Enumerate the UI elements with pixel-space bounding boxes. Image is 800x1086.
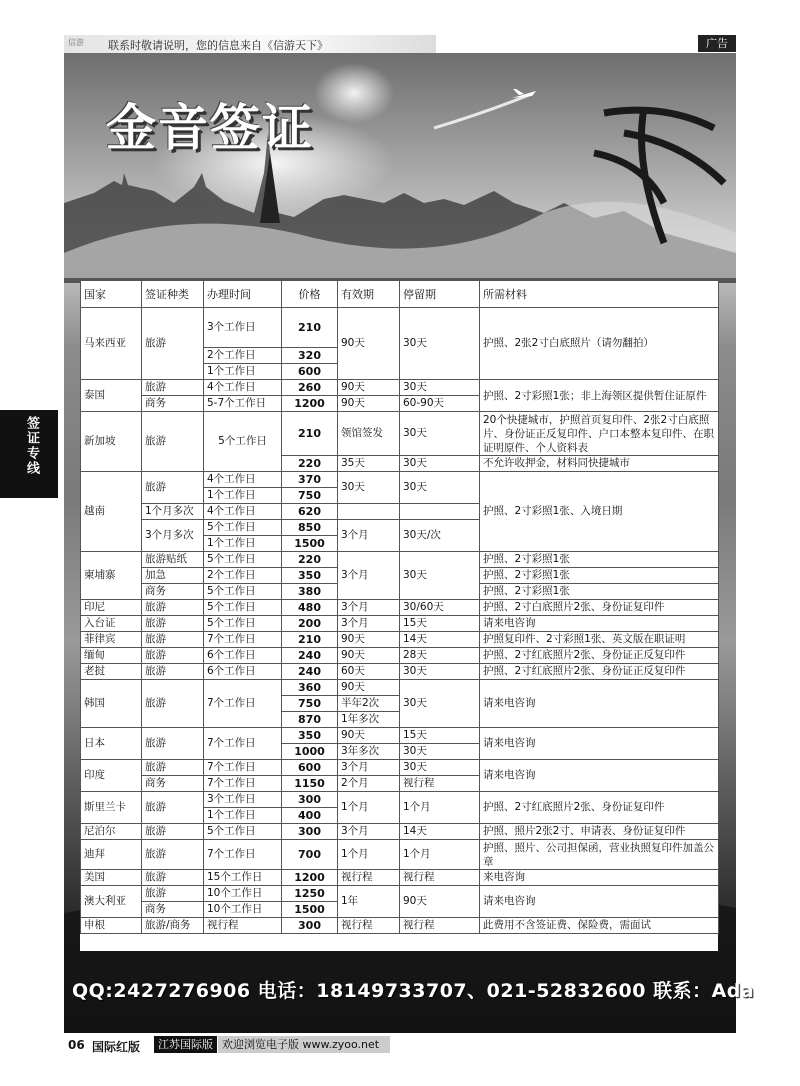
- price-cell: 850: [282, 520, 338, 536]
- materials-cell: 护照、2寸彩照1张: [480, 568, 719, 584]
- time-cell: 5个工作日: [204, 584, 282, 600]
- stay-cell: 30天: [400, 308, 480, 380]
- materials-cell: 护照、照片2张2寸、申请表、身份证复印件: [480, 824, 719, 840]
- validity-cell: 3个月: [338, 520, 400, 552]
- time-cell: 5个工作日: [204, 412, 282, 472]
- side-tab-label: 签证专线: [24, 416, 39, 476]
- visa-type-cell: 旅游: [142, 600, 204, 616]
- price-cell: 300: [282, 792, 338, 808]
- time-cell: 7个工作日: [204, 680, 282, 728]
- visa-type-cell: 旅游: [142, 840, 204, 870]
- materials-cell: 护照、2寸红底照片2张、身份证正反复印件: [480, 664, 719, 680]
- validity-cell: 30天: [338, 472, 400, 504]
- visa-type-cell: 商务: [142, 902, 204, 918]
- validity-cell: 35天: [338, 456, 400, 472]
- materials-cell: 来电咨询: [480, 870, 719, 886]
- header-materials: 所需材料: [480, 281, 719, 308]
- header-visa-type: 签证种类: [142, 281, 204, 308]
- time-cell: 2个工作日: [204, 348, 282, 364]
- time-cell: 4个工作日: [204, 472, 282, 488]
- stay-cell: 视行程: [400, 776, 480, 792]
- materials-cell: 护照、2张2寸白底照片（请勿翻拍）: [480, 308, 719, 380]
- validity-cell: 90天: [338, 308, 400, 380]
- time-cell: 10个工作日: [204, 886, 282, 902]
- materials-cell: 请来电咨询: [480, 728, 719, 760]
- materials-cell: 护照、2寸红底照片2张、身份证正反复印件: [480, 648, 719, 664]
- table-row: [81, 680, 719, 696]
- validity-cell: 90天: [338, 680, 400, 696]
- country-cell: 印度: [81, 760, 142, 792]
- price-cell: 620: [282, 504, 338, 520]
- price-cell: 210: [282, 412, 338, 456]
- visa-type-cell: 旅游: [142, 680, 204, 728]
- price-cell: 360: [282, 680, 338, 696]
- stay-cell: 30/60天: [400, 600, 480, 616]
- time-cell: 4个工作日: [204, 380, 282, 396]
- header-price: 价格: [282, 281, 338, 308]
- time-cell: 3个工作日: [204, 792, 282, 808]
- stay-cell: [400, 504, 480, 520]
- price-cell: 380: [282, 584, 338, 600]
- price-cell: 600: [282, 760, 338, 776]
- time-cell: 3个工作日: [204, 308, 282, 348]
- region-badge: 江苏国际版: [154, 1036, 217, 1053]
- time-cell: 7个工作日: [204, 728, 282, 760]
- validity-cell: 90天: [338, 648, 400, 664]
- table-row: [81, 308, 719, 348]
- stay-cell: 15天: [400, 728, 480, 744]
- price-cell: 750: [282, 696, 338, 712]
- materials-cell: 护照、2寸彩照1张: [480, 552, 719, 568]
- materials-cell: 请来电咨询: [480, 616, 719, 632]
- time-cell: 2个工作日: [204, 568, 282, 584]
- table-row: [81, 664, 719, 680]
- materials-cell: 此费用不含签证费、保险费，需面试: [480, 918, 719, 934]
- materials-cell: 请来电咨询: [480, 760, 719, 792]
- sparkle-small: [314, 63, 394, 123]
- price-cell: 480: [282, 600, 338, 616]
- materials-cell: 不允许收押金，材料同快捷城市: [480, 456, 719, 472]
- price-cell: 350: [282, 568, 338, 584]
- time-cell: 15个工作日: [204, 870, 282, 886]
- price-cell: 1200: [282, 870, 338, 886]
- country-cell: 柬埔寨: [81, 552, 142, 600]
- stay-cell: 14天: [400, 824, 480, 840]
- stay-cell: 1个月: [400, 792, 480, 824]
- materials-cell: 护照、照片、公司担保函，营业执照复印件加盖公章: [480, 840, 719, 870]
- table-header-row: [81, 281, 719, 308]
- validity-cell: 90天: [338, 380, 400, 396]
- table-row: [81, 824, 719, 840]
- visa-type-cell: 旅游: [142, 648, 204, 664]
- materials-cell: 护照复印件、2寸彩照1张、英文版在职证明: [480, 632, 719, 648]
- stay-cell: 视行程: [400, 918, 480, 934]
- country-cell: 缅甸: [81, 648, 142, 664]
- visa-table: [80, 280, 719, 934]
- materials-cell: 护照、2寸彩照1张: [480, 584, 719, 600]
- materials-cell: 护照、2寸彩照1张；非上海领区提供暂住证原件: [480, 380, 719, 412]
- price-cell: 200: [282, 616, 338, 632]
- price-cell: 350: [282, 728, 338, 744]
- price-cell: 220: [282, 552, 338, 568]
- validity-cell: 3个月: [338, 552, 400, 600]
- table-row: [81, 600, 719, 616]
- table-row: [81, 412, 719, 456]
- table-row: [81, 380, 719, 396]
- validity-cell: 3个月: [338, 600, 400, 616]
- table-row: [81, 648, 719, 664]
- price-cell: 870: [282, 712, 338, 728]
- visa-type-cell: 旅游: [142, 412, 204, 472]
- materials-cell: 护照、2寸白底照片2张、身份证复印件: [480, 600, 719, 616]
- price-cell: 240: [282, 648, 338, 664]
- price-cell: 370: [282, 472, 338, 488]
- stay-cell: 28天: [400, 648, 480, 664]
- stay-cell: 14天: [400, 632, 480, 648]
- visa-type-cell: 旅游: [142, 308, 204, 380]
- validity-cell: 半年2次: [338, 696, 400, 712]
- price-cell: 750: [282, 488, 338, 504]
- stay-cell: 30天: [400, 664, 480, 680]
- table-row: [81, 616, 719, 632]
- table-row: [81, 728, 719, 744]
- stay-cell: 90天: [400, 886, 480, 918]
- visa-type-cell: 旅游: [142, 886, 204, 902]
- visa-type-cell: 旅游: [142, 472, 204, 504]
- price-cell: 700: [282, 840, 338, 870]
- validity-cell: 1个月: [338, 840, 400, 870]
- table-row: [81, 632, 719, 648]
- validity-cell: 2个月: [338, 776, 400, 792]
- page-number: 06: [68, 1038, 85, 1052]
- price-cell: 320: [282, 348, 338, 364]
- materials-cell: 护照、2寸彩照1张、入境日期: [480, 472, 719, 552]
- visa-type-cell: 商务: [142, 776, 204, 792]
- time-cell: 10个工作日: [204, 902, 282, 918]
- stay-cell: 30天: [400, 760, 480, 776]
- validity-cell: 1年多次: [338, 712, 400, 728]
- browse-link[interactable]: 欢迎浏览电子版 www.zyoo.net: [218, 1036, 390, 1053]
- airplane-icon: [512, 89, 536, 98]
- time-cell: 5-7个工作日: [204, 396, 282, 412]
- validity-cell: 1个月: [338, 792, 400, 824]
- banner-title: 金音签证: [106, 99, 314, 157]
- table-row: [81, 840, 719, 870]
- price-cell: 1250: [282, 886, 338, 902]
- visa-type-cell: 旅游: [142, 728, 204, 760]
- country-cell: 印尼: [81, 600, 142, 616]
- time-cell: 6个工作日: [204, 648, 282, 664]
- visa-type-cell: 加急: [142, 568, 204, 584]
- validity-cell: 3个月: [338, 616, 400, 632]
- validity-cell: 90天: [338, 728, 400, 744]
- validity-cell: 90天: [338, 396, 400, 412]
- time-cell: 1个工作日: [204, 808, 282, 824]
- country-cell: 越南: [81, 472, 142, 552]
- country-cell: 新加坡: [81, 412, 142, 472]
- materials-cell: 请来电咨询: [480, 886, 719, 918]
- country-cell: 韩国: [81, 680, 142, 728]
- materials-cell: 20个快捷城市，护照首页复印件、2张2寸白底照片、身份证正反复印件、户口本整本复印件、在职证明原件、个人资料表: [480, 412, 719, 456]
- country-cell: 老挝: [81, 664, 142, 680]
- price-cell: 1200: [282, 396, 338, 412]
- country-cell: 迪拜: [81, 840, 142, 870]
- time-cell: 5个工作日: [204, 552, 282, 568]
- time-cell: 7个工作日: [204, 776, 282, 792]
- time-cell: 5个工作日: [204, 600, 282, 616]
- country-cell: 日本: [81, 728, 142, 760]
- header-processing-time: 办理时间: [204, 281, 282, 308]
- table-row: [81, 918, 719, 934]
- price-cell: 220: [282, 456, 338, 472]
- visa-type-cell: 旅游贴纸: [142, 552, 204, 568]
- validity-cell: 60天: [338, 664, 400, 680]
- materials-cell: 护照、2寸红底照片2张、身份证复印件: [480, 792, 719, 824]
- stay-cell: 1个月: [400, 840, 480, 870]
- visa-type-cell: 旅游: [142, 616, 204, 632]
- stay-cell: 30天: [400, 472, 480, 504]
- stay-cell: 视行程: [400, 870, 480, 886]
- plane-trail: [434, 95, 529, 128]
- validity-cell: 视行程: [338, 870, 400, 886]
- country-cell: 申根: [81, 918, 142, 934]
- materials-cell: 请来电咨询: [480, 680, 719, 728]
- header-logo: 信游: [68, 38, 84, 47]
- time-cell: 6个工作日: [204, 664, 282, 680]
- visa-type-cell: 旅游: [142, 792, 204, 824]
- validity-cell: 3年多次: [338, 744, 400, 760]
- table-row: [81, 552, 719, 568]
- time-cell: 视行程: [204, 918, 282, 934]
- visa-type-cell: 商务: [142, 584, 204, 600]
- stay-cell: 30天: [400, 552, 480, 600]
- ad-tag: 广告: [698, 35, 736, 52]
- price-cell: 300: [282, 824, 338, 840]
- validity-cell: 3个月: [338, 824, 400, 840]
- time-cell: 1个工作日: [204, 364, 282, 380]
- validity-cell: 3个月: [338, 760, 400, 776]
- validity-cell: 视行程: [338, 918, 400, 934]
- price-cell: 210: [282, 632, 338, 648]
- time-cell: 5个工作日: [204, 824, 282, 840]
- price-cell: 1150: [282, 776, 338, 792]
- country-cell: 澳大利亚: [81, 886, 142, 918]
- price-cell: 240: [282, 664, 338, 680]
- stay-cell: 30天/次: [400, 520, 480, 552]
- country-cell: 斯里兰卡: [81, 792, 142, 824]
- stay-cell: 30天: [400, 380, 480, 396]
- table-row: [81, 792, 719, 808]
- price-cell: 1500: [282, 902, 338, 918]
- country-cell: 马来西亚: [81, 308, 142, 380]
- time-cell: 5个工作日: [204, 616, 282, 632]
- header-note: 联系时敬请说明，您的信息来自《信游天下》: [108, 39, 328, 52]
- visa-table-wrapper: [80, 280, 718, 951]
- price-cell: 260: [282, 380, 338, 396]
- stay-cell: 30天: [400, 412, 480, 456]
- stay-cell: 30天: [400, 680, 480, 728]
- stay-cell: 30天: [400, 744, 480, 760]
- stay-cell: 30天: [400, 456, 480, 472]
- visa-type-cell: 旅游: [142, 632, 204, 648]
- stay-cell: 15天: [400, 616, 480, 632]
- visa-type-cell: 1个月多次: [142, 504, 204, 520]
- stay-cell: 60-90天: [400, 396, 480, 412]
- visa-type-cell: 商务: [142, 396, 204, 412]
- country-cell: 美国: [81, 870, 142, 886]
- visa-type-cell: 旅游: [142, 760, 204, 776]
- country-cell: 泰国: [81, 380, 142, 412]
- country-cell: 菲律宾: [81, 632, 142, 648]
- price-cell: 400: [282, 808, 338, 824]
- country-cell: 入台证: [81, 616, 142, 632]
- validity-cell: 1年: [338, 886, 400, 918]
- validity-cell: 90天: [338, 632, 400, 648]
- visa-type-cell: 旅游: [142, 664, 204, 680]
- header-country: 国家: [81, 281, 142, 308]
- table-row: [81, 870, 719, 886]
- header-validity: 有效期: [338, 281, 400, 308]
- price-cell: 300: [282, 918, 338, 934]
- time-cell: 7个工作日: [204, 840, 282, 870]
- table-row: [81, 472, 719, 488]
- price-cell: 1500: [282, 536, 338, 552]
- time-cell: 5个工作日: [204, 520, 282, 536]
- validity-cell: [338, 504, 400, 520]
- price-cell: 210: [282, 308, 338, 348]
- visa-type-cell: 旅游/商务: [142, 918, 204, 934]
- validity-cell: 领馆签发: [338, 412, 400, 456]
- table-row: [81, 760, 719, 776]
- visa-type-cell: 旅游: [142, 870, 204, 886]
- price-cell: 600: [282, 364, 338, 380]
- time-cell: 7个工作日: [204, 632, 282, 648]
- visa-type-cell: 3个月多次: [142, 520, 204, 552]
- visa-type-cell: 旅游: [142, 824, 204, 840]
- side-tab: [0, 410, 58, 498]
- header-stay: 停留期: [400, 281, 480, 308]
- time-cell: 4个工作日: [204, 504, 282, 520]
- edition-label: 国际红版: [92, 1040, 141, 1054]
- time-cell: 7个工作日: [204, 760, 282, 776]
- price-cell: 1000: [282, 744, 338, 760]
- time-cell: 1个工作日: [204, 536, 282, 552]
- time-cell: 1个工作日: [204, 488, 282, 504]
- contact-line: QQ:2427276906 电话：18149733707、021-52832600 联系：Ada: [72, 980, 755, 1002]
- table-row: [81, 886, 719, 902]
- country-cell: 尼泊尔: [81, 824, 142, 840]
- visa-type-cell: 旅游: [142, 380, 204, 396]
